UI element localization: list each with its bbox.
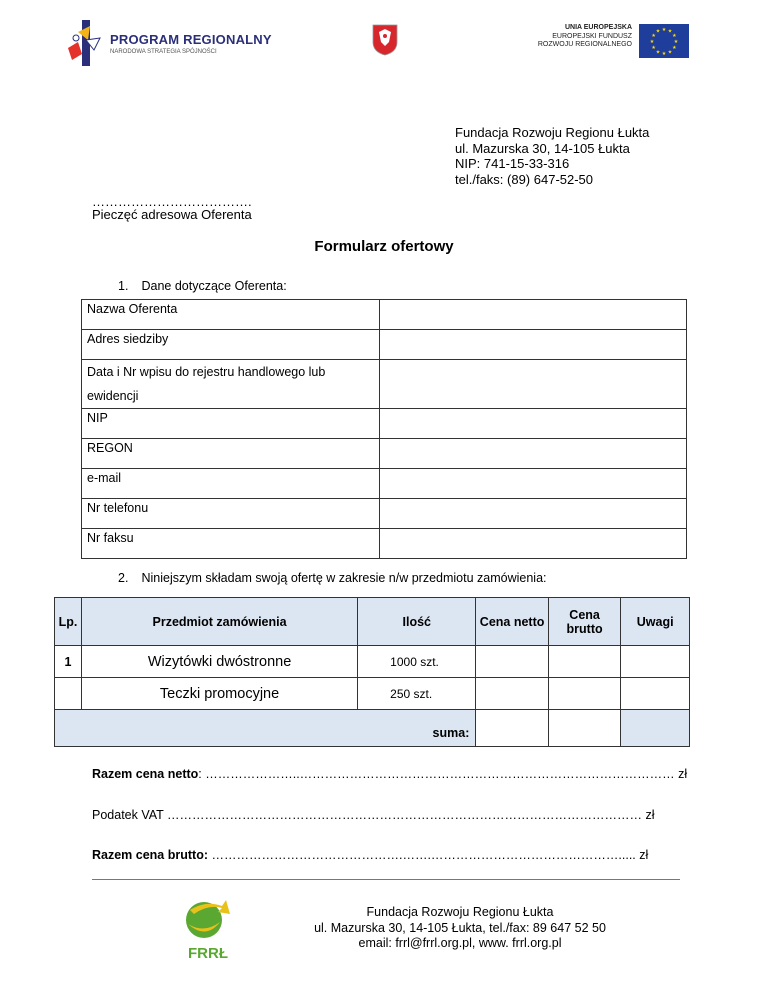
footer-line1: Fundacja Rozwoju Regionu Łukta bbox=[366, 905, 554, 919]
section2-heading bbox=[118, 571, 547, 585]
offerer-data-table bbox=[81, 299, 687, 559]
recipient-address-block bbox=[455, 125, 649, 187]
program-logo-subtitle: NARODOWA STRATEGIA SPÓJNOŚCI bbox=[110, 49, 217, 55]
table-row bbox=[82, 330, 687, 360]
footer-divider bbox=[92, 879, 680, 880]
offerer-field-label: Nazwa Oferenta bbox=[82, 300, 380, 330]
svg-text:★: ★ bbox=[661, 51, 667, 57]
svg-text:★: ★ bbox=[673, 39, 679, 45]
section1-number: 1. bbox=[118, 279, 129, 293]
table-row bbox=[82, 300, 687, 330]
total-net-label: Razem cena netto bbox=[92, 767, 199, 781]
eu-fund-label bbox=[520, 24, 632, 50]
col-header-qty: Ilość bbox=[358, 598, 476, 646]
total-gross-dots: ……………………………………….…….………………………………………..... zł bbox=[208, 848, 649, 862]
offerer-field-label: REGON bbox=[82, 439, 380, 469]
offerer-field-value-registry[interactable] bbox=[380, 360, 687, 409]
offerer-field-label: NIP bbox=[82, 409, 380, 439]
table-row bbox=[82, 360, 687, 409]
row-gross-price-cell[interactable] bbox=[548, 678, 621, 710]
eu-flag-icon bbox=[639, 24, 689, 58]
total-gross-line bbox=[92, 848, 648, 862]
svg-text:★: ★ bbox=[651, 33, 656, 39]
section2-title: Niniejszym składam swoją ofertę w zakresie n/w przedmiotu zamówienia: bbox=[141, 571, 547, 585]
table-row bbox=[82, 439, 687, 469]
offerer-field-label: e-mail bbox=[82, 469, 380, 499]
svg-text:★: ★ bbox=[667, 49, 673, 56]
recipient-phone: tel./faks: (89) 647-52-50 bbox=[455, 171, 594, 187]
eu-line2: EUROPEJSKI FUNDUSZ bbox=[552, 32, 632, 40]
sum-gross-cell[interactable] bbox=[548, 710, 621, 747]
row-lp: 1 bbox=[55, 646, 82, 678]
row-net-price-cell[interactable] bbox=[476, 678, 548, 710]
footer-line3: email: frrl@frrl.org.pl, www. frrl.org.pl bbox=[358, 936, 562, 950]
eu-line1: UNIA EUROPEJSKA bbox=[564, 24, 632, 31]
row-notes-cell[interactable] bbox=[621, 678, 690, 710]
row-notes-cell[interactable] bbox=[621, 646, 690, 678]
sum-net-cell[interactable] bbox=[476, 710, 548, 747]
svg-text:★: ★ bbox=[655, 28, 661, 35]
form-title: Formularz ofertowy bbox=[314, 238, 454, 255]
svg-text:★: ★ bbox=[651, 45, 656, 51]
offerer-field-value-regon[interactable] bbox=[380, 439, 687, 469]
stamp-dots: ………………………………. bbox=[92, 194, 252, 209]
offerer-field-value-phone[interactable] bbox=[380, 499, 687, 529]
offerer-field-value-email[interactable] bbox=[380, 469, 687, 499]
sum-row bbox=[55, 710, 690, 747]
col-header-notes: Uwagi bbox=[621, 598, 690, 646]
col-header-net: Cena netto bbox=[476, 598, 548, 646]
table-row bbox=[82, 499, 687, 529]
total-net-dots: : …………………..……………………………………………………………………………… zł bbox=[198, 767, 688, 781]
eu-line3: ROZWOJU REGIONALNEGO bbox=[537, 41, 632, 48]
col-header-lp: Lp. bbox=[55, 598, 82, 646]
recipient-name: Fundacja Rozwoju Regionu Łukta bbox=[455, 125, 650, 140]
offerer-field-label: Adres siedziby bbox=[82, 330, 380, 360]
offerer-field-value-fax[interactable] bbox=[380, 529, 687, 559]
footer-line2: ul. Mazurska 30, 14-105 Łukta, tel./fax: 89 647 52 50 bbox=[314, 920, 606, 935]
svg-text:★: ★ bbox=[672, 45, 677, 51]
row-item: Wizytówki dwóstronne bbox=[81, 646, 357, 678]
frrl-logo-text: FRRŁ bbox=[188, 945, 228, 960]
program-logo-title: PROGRAM REGIONALNY bbox=[110, 32, 272, 47]
sum-label: suma: bbox=[55, 710, 476, 747]
offerer-field-label: Data i Nr wpisu do rejestru handlowego lub ewidencji bbox=[82, 360, 380, 409]
svg-text:★: ★ bbox=[655, 49, 661, 56]
col-header-item: Przedmiot zamówienia bbox=[81, 598, 357, 646]
table-row bbox=[82, 529, 687, 559]
section2-number: 2. bbox=[118, 571, 129, 585]
offerer-field-value-name[interactable] bbox=[380, 300, 687, 330]
recipient-address: ul. Mazurska 30, 14-105 Łukta bbox=[455, 140, 630, 156]
recipient-nip: NIP: 741-15-33-316 bbox=[455, 156, 570, 171]
footer-address bbox=[0, 905, 768, 952]
table-row bbox=[82, 469, 687, 499]
total-net-line bbox=[92, 767, 687, 781]
table-row bbox=[55, 646, 690, 678]
row-qty: 1000 szt. bbox=[358, 646, 476, 678]
row-lp bbox=[55, 678, 82, 710]
order-table bbox=[54, 597, 690, 747]
warmia-mazury-crest-icon bbox=[372, 24, 398, 56]
sum-notes-cell bbox=[621, 710, 690, 747]
row-net-price-cell[interactable] bbox=[476, 646, 548, 678]
offerer-field-value-nip[interactable] bbox=[380, 409, 687, 439]
offerer-field-value-address[interactable] bbox=[380, 330, 687, 360]
stamp-label: Pieczęć adresowa Oferenta bbox=[92, 207, 252, 222]
offerer-field-label: Nr telefonu bbox=[82, 499, 380, 529]
svg-text:★: ★ bbox=[661, 27, 667, 33]
order-header-row bbox=[55, 598, 690, 646]
offerer-field-label: Nr faksu bbox=[82, 529, 380, 559]
section1-heading bbox=[118, 279, 287, 293]
table-row bbox=[55, 678, 690, 710]
svg-text:★: ★ bbox=[667, 28, 673, 35]
total-gross-label: Razem cena brutto: bbox=[92, 848, 208, 862]
program-star-icon bbox=[64, 20, 108, 66]
row-qty: 250 szt. bbox=[358, 678, 476, 710]
col-header-gross: Cena brutto bbox=[548, 598, 621, 646]
table-row bbox=[82, 409, 687, 439]
section1-title: Dane dotyczące Oferenta: bbox=[141, 279, 287, 293]
vat-line: Podatek VAT …………………………………………………………………………………………………… zł bbox=[92, 808, 655, 822]
row-gross-price-cell[interactable] bbox=[548, 646, 621, 678]
svg-text:★: ★ bbox=[672, 33, 677, 39]
row-item: Teczki promocyjne bbox=[81, 678, 357, 710]
program-regionalny-logo bbox=[64, 20, 272, 66]
svg-text:★: ★ bbox=[649, 39, 655, 45]
